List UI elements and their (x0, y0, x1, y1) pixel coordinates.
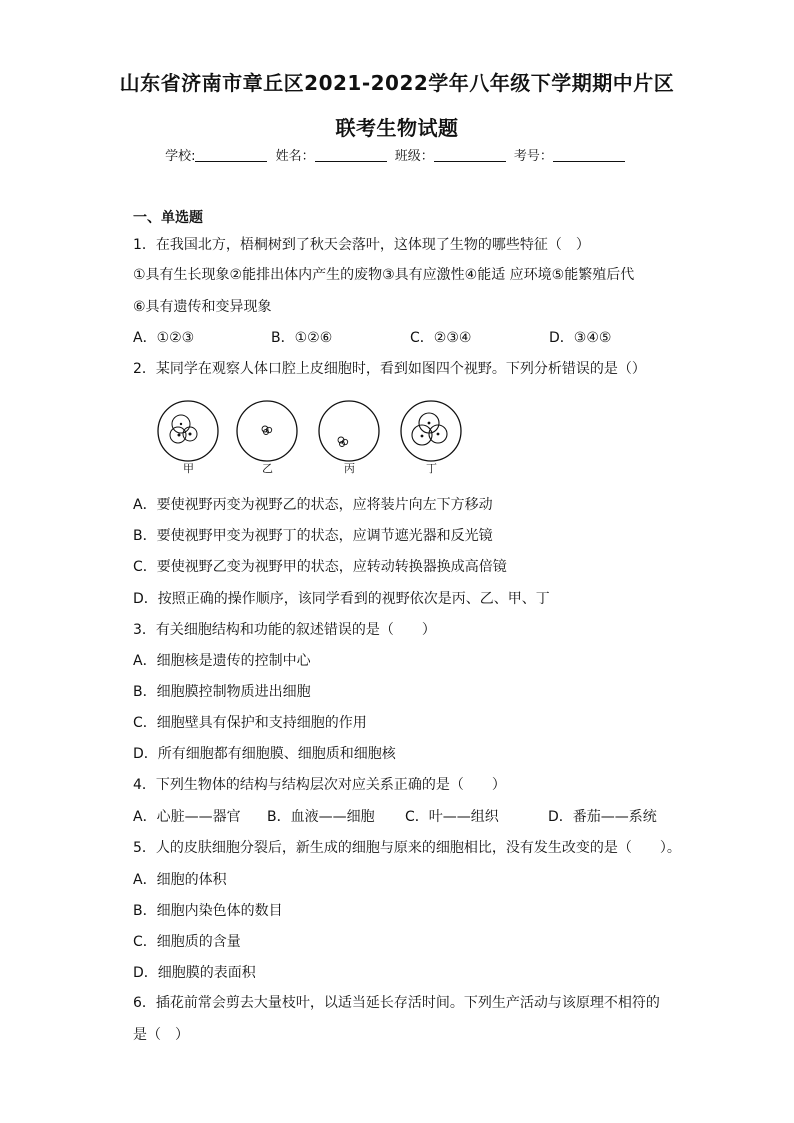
q6-stem-line-1: 6．插花前常会剪去大量枝叶，以适当延长存活时间。下列生产活动与该原理不相符的 (133, 995, 660, 1011)
section-title: 一、单选题 (133, 210, 203, 226)
q5-stem: 5．人的皮肤细胞分裂后，新生成的细胞与原来的细胞相比，没有发生改变的是（ ）。 (133, 840, 681, 856)
q2-stem: 2．某同学在观察人体口腔上皮细胞时，看到如图四个视野。下列分析错误的是（） (133, 361, 646, 377)
q1-option-a: A．①②③ (133, 330, 195, 346)
q5-option-a: A．细胞的体积 (133, 872, 227, 888)
class-label: 班级： (394, 149, 434, 164)
name-label: 姓名： (275, 149, 315, 164)
q3-option-c: C．细胞壁具有保护和支持细胞的作用 (133, 715, 367, 731)
q1-stem-line-1: 1．在我国北方，梧桐树到了秋天会落叶，这体现了生物的哪些特征（ ） (133, 237, 590, 253)
q5-option-d: D．细胞膜的表面积 (133, 965, 256, 981)
q5-option-c: C．细胞质的含量 (133, 934, 241, 950)
q2-option-a: A．要使视野丙变为视野乙的状态，应将装片向左下方移动 (133, 497, 493, 513)
class-blank[interactable] (434, 149, 506, 162)
field-ding (401, 401, 461, 461)
q4-option-d: D．番茄——系统 (548, 809, 657, 825)
figure-label-ding: 丁 (426, 462, 437, 475)
q1-stem-line-2: ①具有生长现象②能排出体内产生的废物③具有应激性④能适 应环境⑤能繁殖后代 (133, 267, 635, 283)
exam-number-label: 考号： (513, 149, 553, 164)
q4-option-a: A．心脏——器官 (133, 809, 241, 825)
q1-stem-line-3: ⑥具有遗传和变异现象 (133, 299, 272, 315)
field-yi (237, 401, 297, 461)
q2-option-d: D．按照正确的操作顺序，该同学看到的视野依次是丙、乙、甲、丁 (133, 591, 550, 607)
figure-label-bing: 丙 (344, 462, 355, 475)
q1-option-b: B．①②⑥ (271, 330, 333, 346)
q3-option-a: A．细胞核是遗传的控制中心 (133, 653, 311, 669)
exam-number-blank[interactable] (553, 149, 625, 162)
q3-option-b: B．细胞膜控制物质进出细胞 (133, 684, 311, 700)
student-info-row (0, 145, 794, 164)
school-blank[interactable] (195, 149, 267, 162)
q4-stem: 4．下列生物体的结构与结构层次对应关系正确的是（ ） (133, 777, 506, 793)
q5-option-b: B．细胞内染色体的数目 (133, 903, 283, 919)
q1-option-c: C．②③④ (410, 330, 472, 346)
page-title-line-2: 联考生物试题 (335, 116, 459, 140)
q2-option-b: B．要使视野甲变为视野丁的状态，应调节遮光器和反光镜 (133, 528, 493, 544)
q2-option-c: C．要使视野乙变为视野甲的状态，应转动转换器换成高倍镜 (133, 559, 507, 575)
name-blank[interactable] (315, 149, 387, 162)
q4-option-b: B．血液——细胞 (267, 809, 375, 825)
q6-stem-line-2: 是（ ） (133, 1027, 189, 1043)
figure-label-jia: 甲 (183, 462, 194, 475)
field-bing (319, 401, 379, 461)
page-title-line-1: 山东省济南市章丘区2021-2022学年八年级下学期期中片区 (119, 71, 675, 95)
microscope-fields-figure (150, 393, 460, 483)
q3-option-d: D．所有细胞都有细胞膜、细胞质和细胞核 (133, 746, 396, 762)
q4-option-c: C．叶——组织 (405, 809, 499, 825)
q1-option-d: D．③④⑤ (549, 330, 612, 346)
figure-label-yi: 乙 (262, 462, 273, 475)
field-jia (158, 401, 218, 461)
school-label: 学校: (165, 149, 196, 164)
q3-stem: 3．有关细胞结构和功能的叙述错误的是（ ） (133, 622, 436, 638)
